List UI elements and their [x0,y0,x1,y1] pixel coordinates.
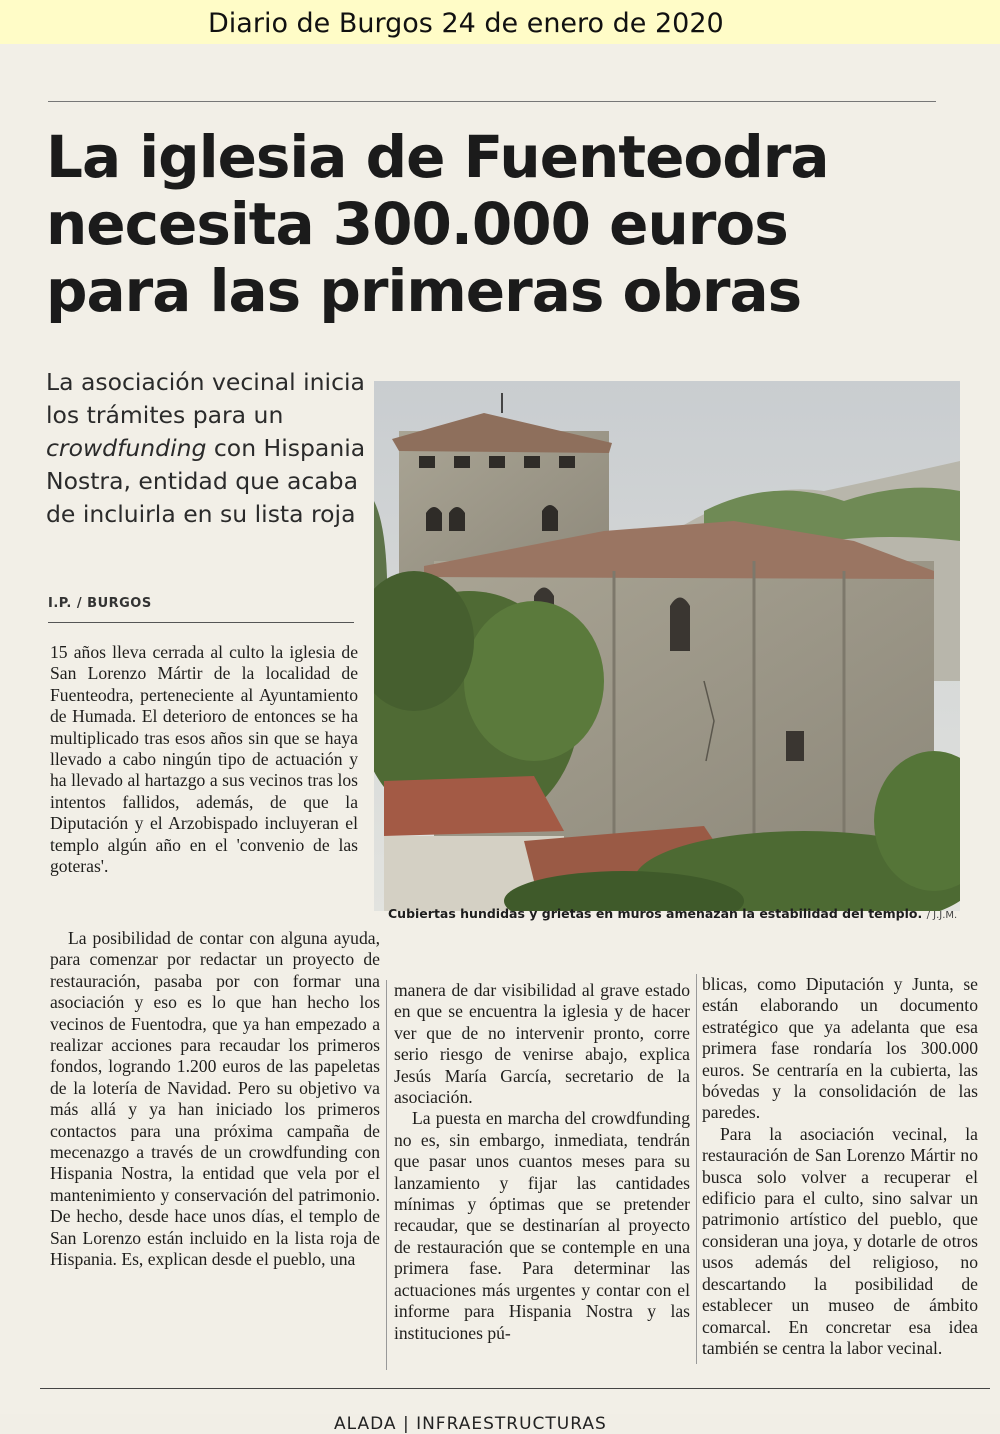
subtitle-part-2: con Hispania Nostra, entidad que acaba de incluirla en su lista roja [46,434,366,528]
column-1-top [50,642,358,877]
section-label: ALADA | INFRAESTRUCTURAS [334,1414,607,1434]
newspaper-page [0,44,1000,1434]
paragraph-6: Para la asociación vecinal, la restauración de San Lorenzo Mártir no busca solo volver a recuperar el edificio para el culto, sino salvar un patrimonio artístico del pueblo, que consideran una joya, y dotarle de otros usos además del religioso, no descartando la posibilidad de establecer un museo de ámbito comarcal. En concretar esa idea también se centra la labor vecinal. [702,1123,978,1358]
column-1-bottom [50,928,380,1271]
bottom-rule [40,1388,990,1389]
column-2 [394,980,690,1344]
source-banner [0,0,1000,44]
paragraph-2: La posibilidad de contar con alguna ayuda, para comenzar por redactar un proyecto de restauración, pasaba por con formar una asociación y eso es lo que han hecho los vecinos de Fuentodra, que ya han empezado a realizar acciones para recaudar los primeros fondos, logrando 1.200 euros de las papeletas de la lotería de Navidad. Pero su objetivo va más allá y ya han iniciado los primeros contactos para una próxima campaña de mecenazgo a través de un crowdfunding con Hispania Nostra, la entidad que vela por el mantenimiento y conservación del patrimonio. De hecho, desde hace unos días, el templo de San Lorenzo están incluido en la lista roja de Hispania. Es, explican desde el pueblo, una [50,928,380,1270]
paragraph-5: blicas, como Diputación y Junta, se están elaborando un documento estratégico que ya adelanta que esa primera fase rondaría los 300.000 euros. Se centraría en la cubierta, las bóvedas y la consolidación de las paredes. [702,974,978,1123]
subtitle-part-1: La asociación vecinal inicia los trámites para un [46,368,365,429]
subtitle-italic-word: crowdfunding [46,434,207,462]
church-photo [374,381,960,911]
paragraph-3: manera de dar visibilidad al grave estado en que se encuentra la iglesia y de hacer ver que de no intervenir pronto, corre serio riesgo de venirse abajo, explica Jesús María García, secretario de la asociación. [394,980,690,1108]
source-banner-text: Diario de Burgos 24 de enero de 2020 [208,8,724,39]
subtitle [46,366,366,531]
paragraph-1: 15 años lleva cerrada al culto la iglesia de San Lorenzo Mártir de la localidad de Fuenteodra, perteneciente al Ayuntamiento de Humada. El deterioro de entonces se ha multiplicado tras esos años sin que se haya llevado a cabo ningún tipo de actuación y ha llevado al hartazgo a sus vecinos tras los intentos fallidos, además, de que la Diputación y el Arzobispado incluyeran el templo algún año en el 'convenio de las goteras'. [50,642,358,877]
byline: I.P. / BURGOS [48,596,152,611]
photo-caption-text: Cubiertas hundidas y grietas en muros amenazan la estabilidad del templo. [388,906,923,921]
top-rule [48,101,936,102]
column-3 [702,974,978,1359]
column-rule-1 [386,980,387,1370]
photo-credit: / J.J.M. [926,910,958,921]
photo-caption [388,906,968,921]
paragraph-4: La puesta en marcha del crowdfunding no es, sin embargo, inmediata, tendrán que pasar unos cuantos meses para su lanzamiento y fijar las cantidades mínimas y óptimas que se pretender recaudar, que se destinarían al proyecto de restauración que se contemple en una primera fase. Para determinar las actuaciones más urgentes y contar con el informe para Hispania Nostra y las instituciones pú- [394,1108,690,1343]
column-rule-2 [696,974,697,1364]
headline: La iglesia de Fuenteodra necesita 300.000 euros para las primeras obras [46,123,829,325]
byline-rule [48,622,354,623]
church-illustration [374,381,960,911]
